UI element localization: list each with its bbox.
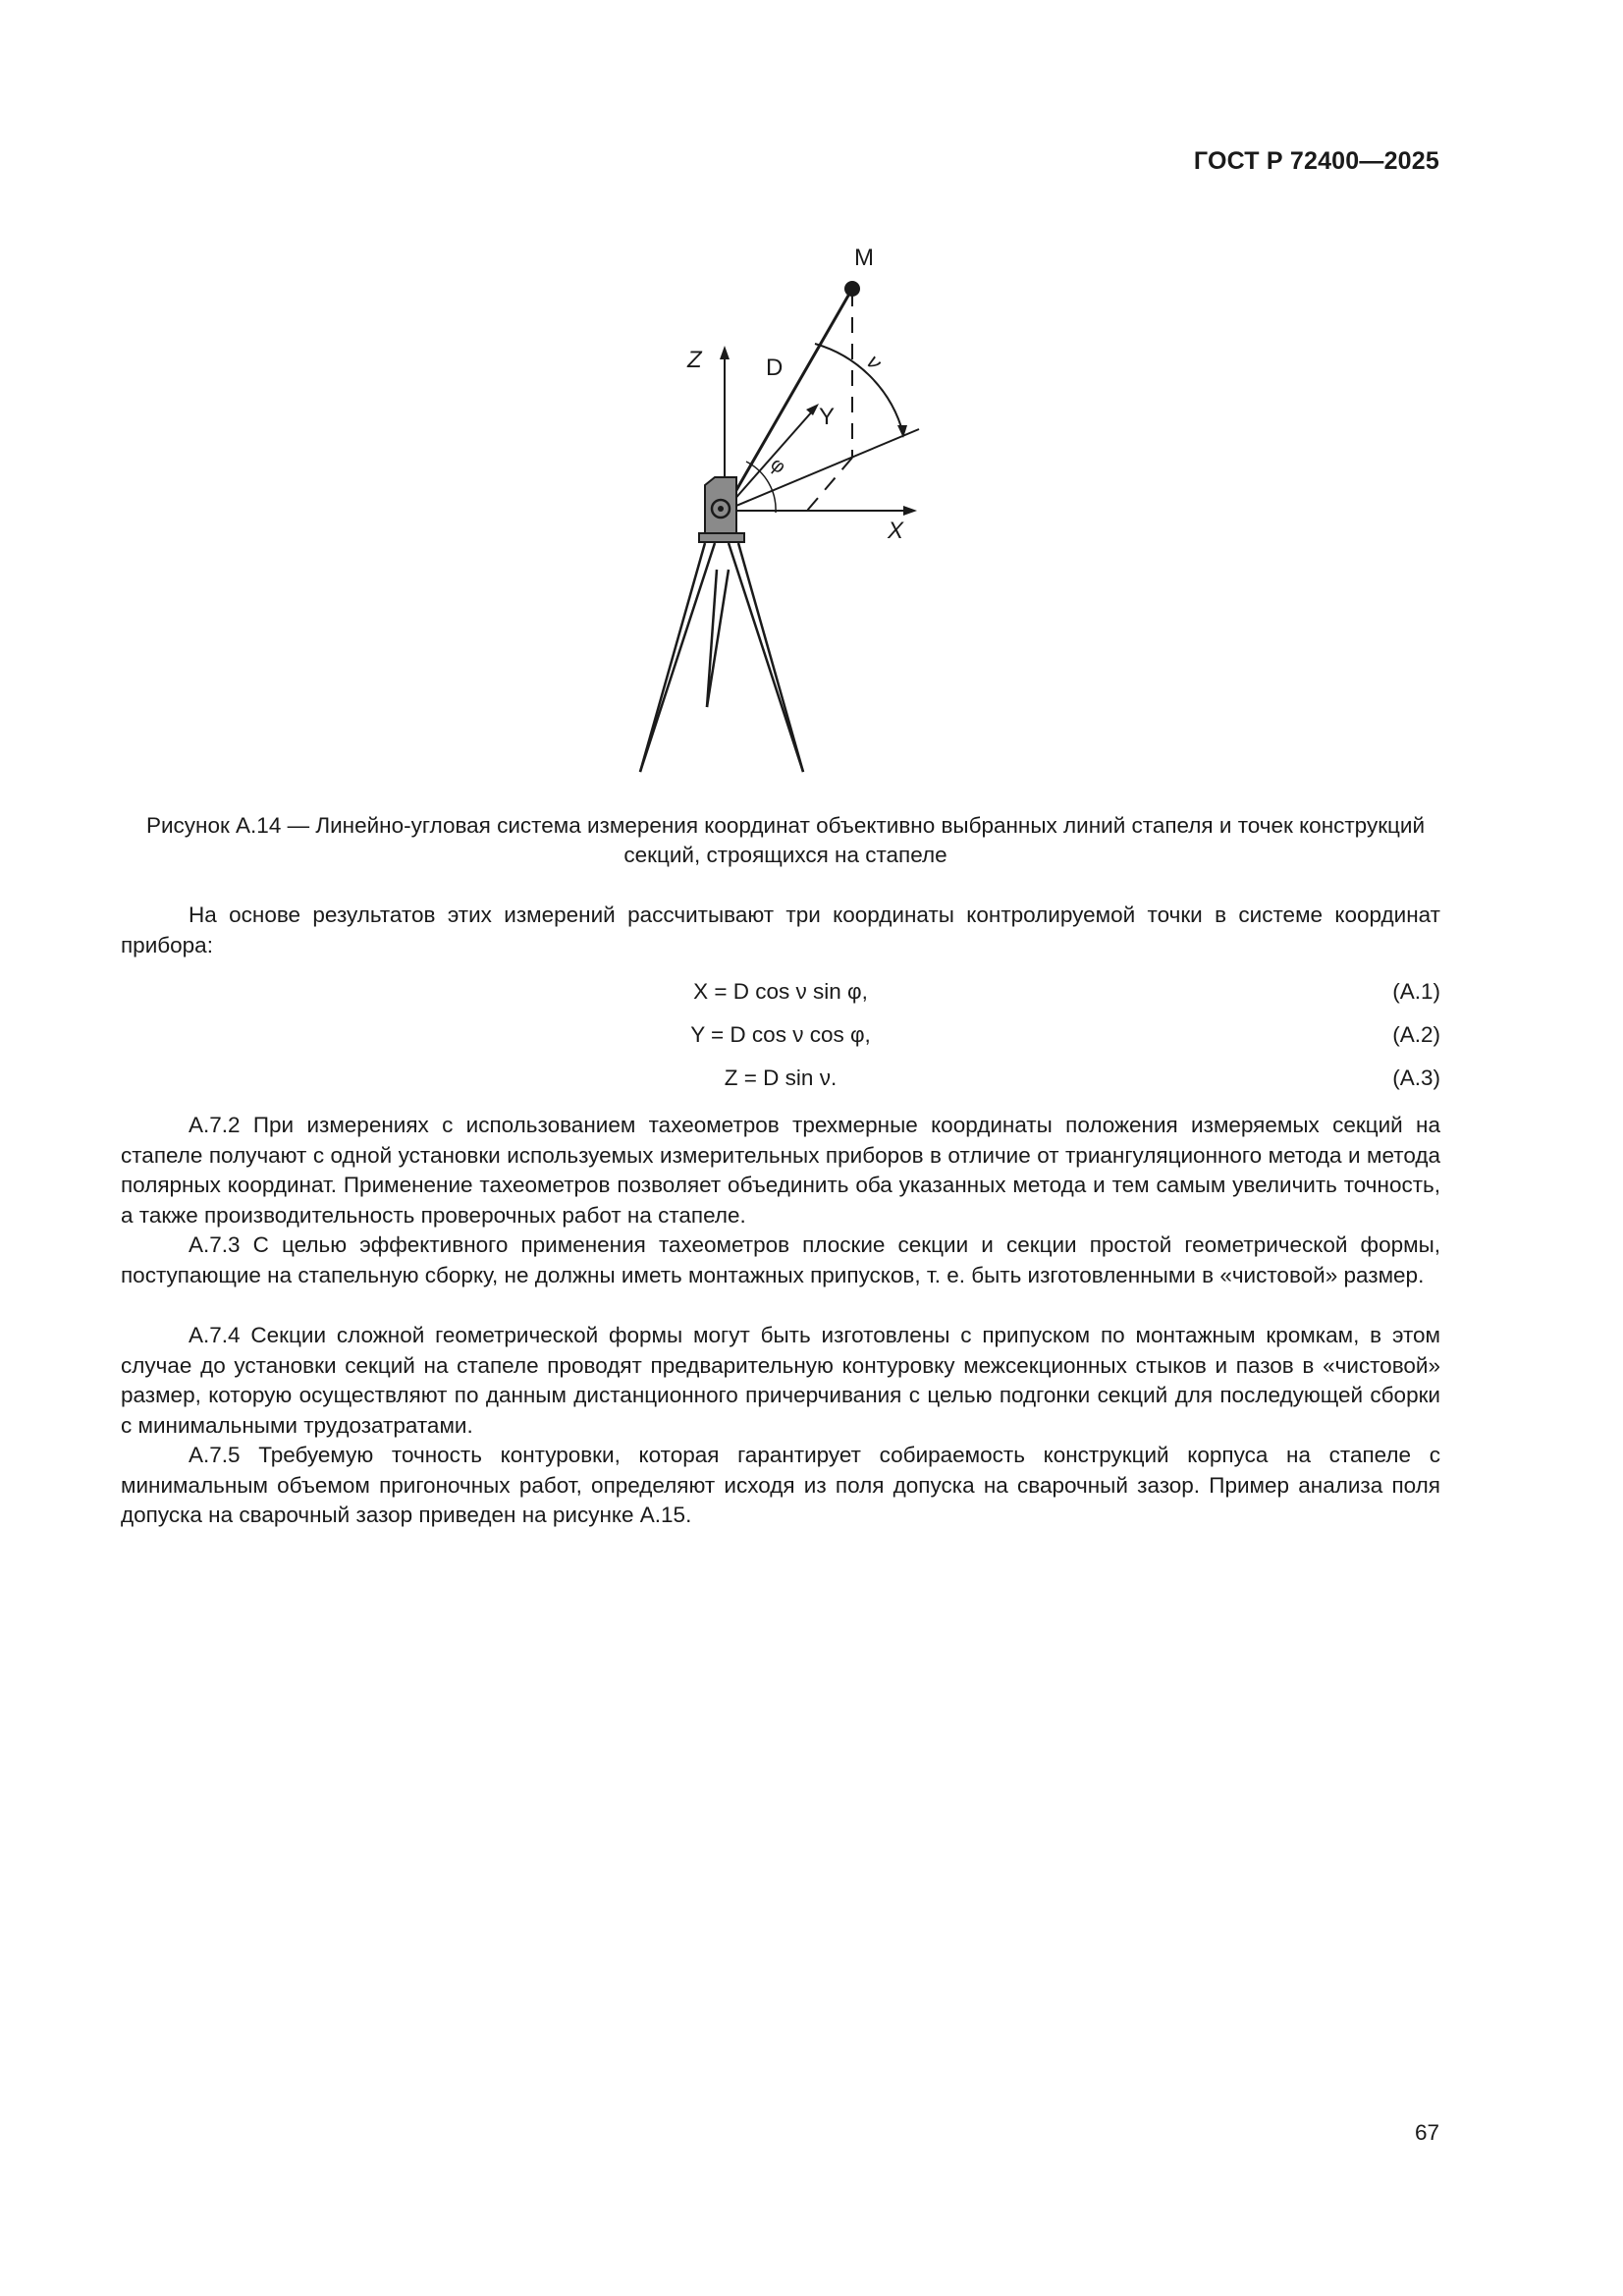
label-axis-x: X bbox=[888, 518, 904, 544]
tripod bbox=[640, 543, 803, 772]
formula-a3-expression: Z = D sin ν. bbox=[724, 1066, 838, 1090]
figure-a14-diagram bbox=[609, 236, 943, 786]
page-number: 67 bbox=[1414, 2120, 1439, 2145]
label-axis-z: Z bbox=[687, 347, 702, 373]
label-distance-d: D bbox=[766, 355, 784, 381]
instrument-lens-inner bbox=[718, 506, 724, 512]
label-angle-phi: φ bbox=[766, 453, 790, 478]
formula-a1-number: (А.1) bbox=[1392, 979, 1440, 1004]
instrument-base bbox=[699, 533, 744, 542]
tripod-leg-center-right bbox=[707, 570, 729, 707]
figure-caption: Рисунок А.14 — Линейно-угловая система измерения координат объективно выбранных линий стапеля и точек конструкций секций, строящихся на стапеле bbox=[145, 813, 1426, 867]
formula-a2-expression: Y = D cos ν cos φ, bbox=[690, 1022, 871, 1047]
paragraph-a-7-2: А.7.2 При измерениях с использованием тахеометров трехмерные координаты положения измеряемых секций на стапеле получают с одной установки используемых измерительных приборов в отличие от триангуляционного метода и метода полярных координат. Применение тахеометров позволяет объединить оба указанных метода и тем самым увеличить точность, а также производительность проверочных работ на стапеле. bbox=[121, 1113, 1440, 1228]
label-angle-nu: ν bbox=[861, 349, 888, 375]
paragraph-a-7-5: А.7.5 Требуемую точность контуровки, которая гарантирует собираемость конструкций корпуса на стапеле с минимальным объемом пригоночных работ, определяют исходя из поля допуска на сварочный зазор. Пример анализа поля допуска на сварочный зазор приведен на рисунке А.15. bbox=[121, 1443, 1440, 1528]
z-axis-arrow bbox=[720, 346, 730, 359]
formula-a3-number: (А.3) bbox=[1392, 1066, 1440, 1090]
formula-a3 bbox=[121, 1066, 1440, 1097]
y-axis-arrow bbox=[806, 404, 819, 415]
tripod-leg-right-inner bbox=[729, 543, 803, 772]
formula-a2-number: (А.2) bbox=[1392, 1022, 1440, 1047]
paragraph-a-7-4: А.7.4 Секции сложной геометрической формы могут быть изготовлены с припуском по монтажным кромкам, в этом случае до установки секций на стапеле проводят предварительную контуровку межсекционных стыков и пазов в «чистовой» размер, которую осуществляют по данным дистанционного причерчивания с целью подгонки секций для последующей сборки с минимальными трудозатратами. bbox=[121, 1323, 1440, 1438]
projection-line bbox=[725, 429, 919, 511]
formula-a1-expression: X = D cos ν sin φ, bbox=[693, 979, 868, 1004]
tacheometer-diagram bbox=[609, 236, 943, 786]
tripod-leg-left-outer bbox=[640, 543, 705, 772]
label-axis-y: Y bbox=[819, 404, 836, 430]
standard-code: ГОСТ Р 72400—2025 bbox=[1193, 147, 1439, 175]
y-axis-line bbox=[725, 410, 813, 511]
intro-paragraph: На основе результатов этих измерений рассчитывают три координаты контролируемой точки в системе координат прибора: bbox=[121, 902, 1440, 957]
tripod-leg-left-inner bbox=[640, 543, 715, 772]
label-point-m: M bbox=[854, 245, 874, 271]
formula-a1 bbox=[121, 979, 1440, 1011]
tripod-leg-center-left bbox=[707, 570, 717, 707]
x-axis-arrow bbox=[903, 506, 917, 516]
point-m-marker bbox=[844, 281, 860, 297]
tripod-leg-right-outer bbox=[738, 543, 803, 772]
paragraph-a-7-3: А.7.3 С целью эффективного применения тахеометров плоские секции и секции простой геометрической формы, поступающие на стапельную сборку, не должны иметь монтажных припусков, т. е. быть изготовленными в «чистовой» размер. bbox=[121, 1232, 1440, 1287]
sight-line-d bbox=[725, 289, 852, 511]
formula-a2 bbox=[121, 1022, 1440, 1054]
